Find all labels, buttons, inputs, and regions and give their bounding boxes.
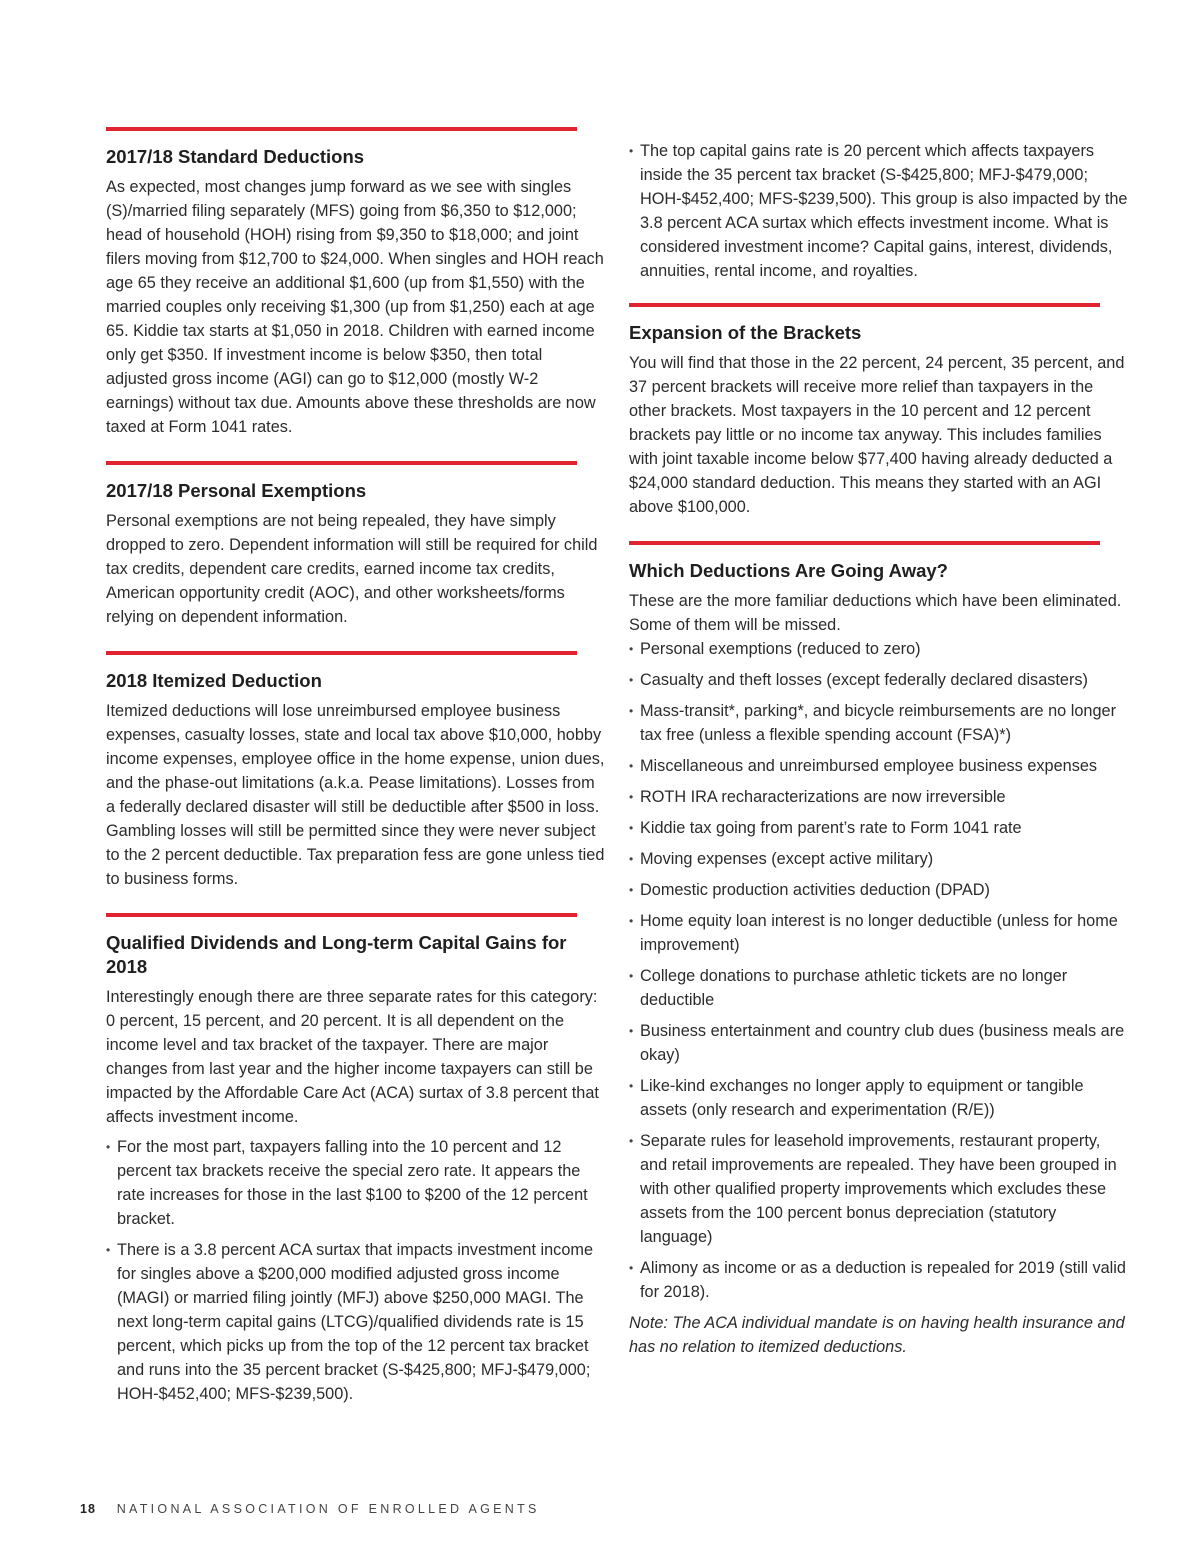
section-body: As expected, most changes jump forward as we see with singles (S)/married filing separately (MFS) going from $6,350 to $12,000; head of household (HOH) rising from $9,350 to $18,000; and joint filers moving from $12,700 to $24,000. When singles and HOH reach age 65 they receive an additional $1,600 (up from $1,550) with the married couples only receiving $1,300 (up from $1,250) each at age 65. Kiddie tax starts at $1,050 in 2018. Children with earned income only get $350. If investment income is below $350, then total adjusted gross income (AGI) can go to $12,000 (mostly W-2 earnings) without tax due. Amounts above these thresholds are now taxed at Form 1041 rates. — [106, 178, 604, 436]
section-heading: Expansion of the Brackets — [629, 322, 862, 343]
section-expansion-brackets — [629, 303, 1129, 519]
list-item: • Casualty and theft losses (except federally declared disasters) — [629, 668, 1129, 692]
page-number: 18 — [80, 1502, 96, 1516]
section-heading: 2017/18 Standard Deductions — [106, 146, 365, 167]
list-item: • Home equity loan interest is no longer deductible (unless for home improvement) — [629, 909, 1129, 957]
list-item: • ROTH IRA recharacterizations are now irreversible — [629, 785, 1129, 809]
section-itemized-deduction — [106, 651, 606, 891]
section-body: Interestingly enough there are three separate rates for this category: 0 percent, 15 percent, and 20 percent. It is all dependent on the income level and tax bracket of the taxpayer. There are major changes from last year and the higher income taxpayers can still be impacted by the Affordable Care Act (ACA) surtax of 3.8 percent that affects investment income. — [106, 988, 599, 1126]
list-item: • The top capital gains rate is 20 percent which affects taxpayers inside the 35 percent tax bracket (S-$425,800; MFJ-$479,000; HOH-$452,400; MFS-$239,500). This group is also impacted by the 3.8 percent ACA surtax which effects investment income. What is considered investment income? Capital gains, interest, dividends, annuities, rental income, and royalties. — [629, 139, 1129, 283]
list-item: • For the most part, taxpayers falling into the 10 percent and 12 percent tax brackets receive the special zero rate. It appears the rate increases for those in the last $100 to $200 of the 12 percent bracket. — [106, 1135, 606, 1231]
section-divider — [629, 303, 1100, 307]
list-item: • Alimony as income or as a deduction is repealed for 2019 (still valid for 2018). — [629, 1256, 1129, 1304]
bullet-list — [629, 139, 1129, 283]
page-footer — [80, 1502, 540, 1516]
section-standard-deductions — [106, 127, 606, 439]
footnote: Note: The ACA individual mandate is on having health insurance and has no relation to itemized deductions. — [629, 1314, 1125, 1356]
section-divider — [629, 541, 1100, 545]
list-item: • Separate rules for leasehold improvements, restaurant property, and retail improvements are repealed. They have been grouped in with other qualified property improvements which excludes these assets from the 100 percent bonus depreciation (statutory language) — [629, 1129, 1129, 1249]
bullet-list — [106, 1135, 606, 1406]
left-column — [106, 127, 606, 1428]
section-body: You will find that those in the 22 percent, 24 percent, 35 percent, and 37 percent brackets will receive more relief than taxpayers in the other brackets. Most taxpayers in the 10 percent and 12 percent brackets pay little or no income tax anyway. This includes families with joint taxable income below $77,400 having already deducted a $24,000 standard deduction. This means they started with an AGI above $100,000. — [629, 354, 1125, 516]
section-divider — [106, 651, 577, 655]
section-body: Itemized deductions will lose unreimbursed employee business expenses, casualty losses, state and local tax above $10,000, hobby income expenses, employee office in the home expense, union dues, and the phase-out limitations (a.k.a. Pease limitations). Losses from a federally declared disaster will still be deductible after $500 in loss. Gambling losses will still be permitted since they were never subject to the 2 percent deductible. Tax preparation fess are gone unless tied to business forms. — [106, 702, 605, 888]
section-personal-exemptions — [106, 461, 606, 629]
list-item: • Moving expenses (except active military) — [629, 847, 1129, 871]
section-heading: Which Deductions Are Going Away? — [629, 560, 948, 581]
section-deductions-going-away — [629, 541, 1129, 1359]
section-capital-gains-continued — [629, 139, 1129, 283]
list-item: • Personal exemptions (reduced to zero) — [629, 637, 1129, 661]
section-divider — [106, 461, 577, 465]
section-body: These are the more familiar deductions which have been eliminated. Some of them will be missed. — [629, 592, 1122, 634]
list-item: • Mass-transit*, parking*, and bicycle reimbursements are no longer tax free (unless a flexible spending account (FSA)*) — [629, 699, 1129, 747]
list-item: • Like-kind exchanges no longer apply to equipment or tangible assets (only research and experimentation (R/E)) — [629, 1074, 1129, 1122]
list-item: • Business entertainment and country club dues (business meals are okay) — [629, 1019, 1129, 1067]
section-divider — [106, 127, 577, 131]
section-heading: Qualified Dividends and Long-term Capital Gains for 2018 — [106, 932, 567, 977]
list-item: • Miscellaneous and unreimbursed employee business expenses — [629, 754, 1129, 778]
section-capital-gains — [106, 913, 606, 1406]
publication-name: NATIONAL ASSOCIATION OF ENROLLED AGENTS — [116, 1502, 540, 1516]
section-body: Personal exemptions are not being repealed, they have simply dropped to zero. Dependent information will still be required for child tax credits, dependent care credits, earned income tax credits, American opportunity credit (AOC), and other worksheets/forms relying on dependent information. — [106, 512, 598, 626]
bullet-list — [629, 637, 1129, 1304]
list-item: • Domestic production activities deduction (DPAD) — [629, 878, 1129, 902]
section-heading: 2018 Itemized Deduction — [106, 670, 322, 691]
section-divider — [106, 913, 577, 917]
list-item: • College donations to purchase athletic tickets are no longer deductible — [629, 964, 1129, 1012]
right-column — [629, 139, 1129, 1381]
list-item: • There is a 3.8 percent ACA surtax that impacts investment income for singles above a $200,000 modified adjusted gross income (MAGI) or married filing jointly (MFJ) above $250,000 MAGI. The next long-term capital gains (LTCG)/qualified dividends rate is 15 percent, which picks up from the top of the 12 percent tax bracket and runs into the 35 percent bracket (S-$425,800; MFJ-$479,000; HOH-$452,400; MFS-$239,500). — [106, 1238, 606, 1406]
section-heading: 2017/18 Personal Exemptions — [106, 480, 367, 501]
list-item: • Kiddie tax going from parent’s rate to Form 1041 rate — [629, 816, 1129, 840]
